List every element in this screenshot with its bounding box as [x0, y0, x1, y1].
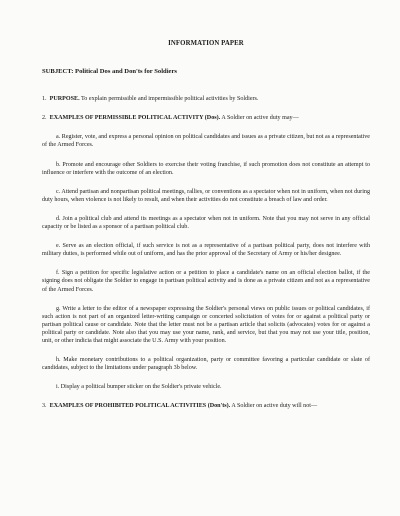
section-permissible	[42, 114, 370, 122]
section-heading: EXAMPLES OF PERMISSIBLE POLITICAL ACTIVITY (Dos).	[49, 115, 221, 122]
permissible-item-g: g. Write a letter to the editor of a newspaper expressing the Soldier's personal views on public issues or political candidates, if such action is not part of an organized letter-writing campaign or concerted solicitation of votes for or against a political party or partisan political cause or candidate. Note that the letter must not be a partisan article that solicits (advocates) votes for or against a political party or candidate. Note also that you may use your name, rank, and service, but that you may not use your title, position, unit, or other indicia that might associate the U.S. Army with your position.	[42, 305, 370, 344]
section-number: 3.	[42, 403, 47, 410]
section-heading: EXAMPLES OF PROHIBITED POLITICAL ACTIVITIES (Don'ts).	[49, 403, 231, 410]
section-purpose	[42, 95, 370, 103]
permissible-item-d: d. Join a political club and attend its meetings as a spectator when not in uniform. Note that you may not serve in any official capacity or be listed as a sponsor of a partisan political club.	[42, 215, 370, 231]
document-title: INFORMATION PAPER	[168, 40, 244, 47]
permissible-item-a: a. Register, vote, and express a personal opinion on political candidates and issues as a private citizen, but not as a representative of the Armed Forces.	[42, 134, 370, 149]
section-heading: PURPOSE.	[49, 96, 80, 103]
permissible-item-b: b. Promote and encourage other Soldiers to exercise their voting franchise, if such promotion does not constitute an attempt to influence or interfere with the outcome of an election.	[42, 161, 370, 176]
section-number: 1.	[42, 96, 47, 103]
section-prohibited	[42, 402, 370, 410]
section-text: A Soldier on active duty may—	[220, 115, 299, 122]
section-text: A Soldier on active duty will not—	[230, 403, 318, 410]
permissible-item-f: f. Sign a petition for specific legislative action or a petition to place a candidate's name on an official election ballot, if the signing does not obligate the Soldier to engage in partisan political activity and is done as a private citizen and not as a representative of the Armed Forces.	[42, 270, 370, 293]
permissible-item-c: c. Attend partisan and nonpartisan political meetings, rallies, or conventions as a spectator when not in uniform, when not during duty hours, when violence is not likely to result, and when their activities do not constitute a breach of law and order.	[42, 188, 370, 203]
document-subject: SUBJECT: Political Dos and Don'ts for Soldiers	[42, 68, 177, 76]
permissible-item-i: i. Display a political bumper sticker on the Soldier's private vehicle.	[56, 384, 222, 391]
permissible-item-h: h. Make monetary contributions to a political organization, party or committee favoring a particular candidate or slate of candidates, subject to the limitations under paragraph 3b below.	[42, 357, 370, 372]
section-number: 2.	[42, 115, 47, 122]
permissible-item-e: e. Serve as an election official, if such service is not as a representative of a partisan political party, does not interfere with military duties, is performed while out of uniform, and has the prior approval of the Secretary of Army or his/her designee.	[42, 243, 370, 258]
section-text: To explain permissible and impermissible political activities by Soldiers.	[79, 96, 259, 103]
